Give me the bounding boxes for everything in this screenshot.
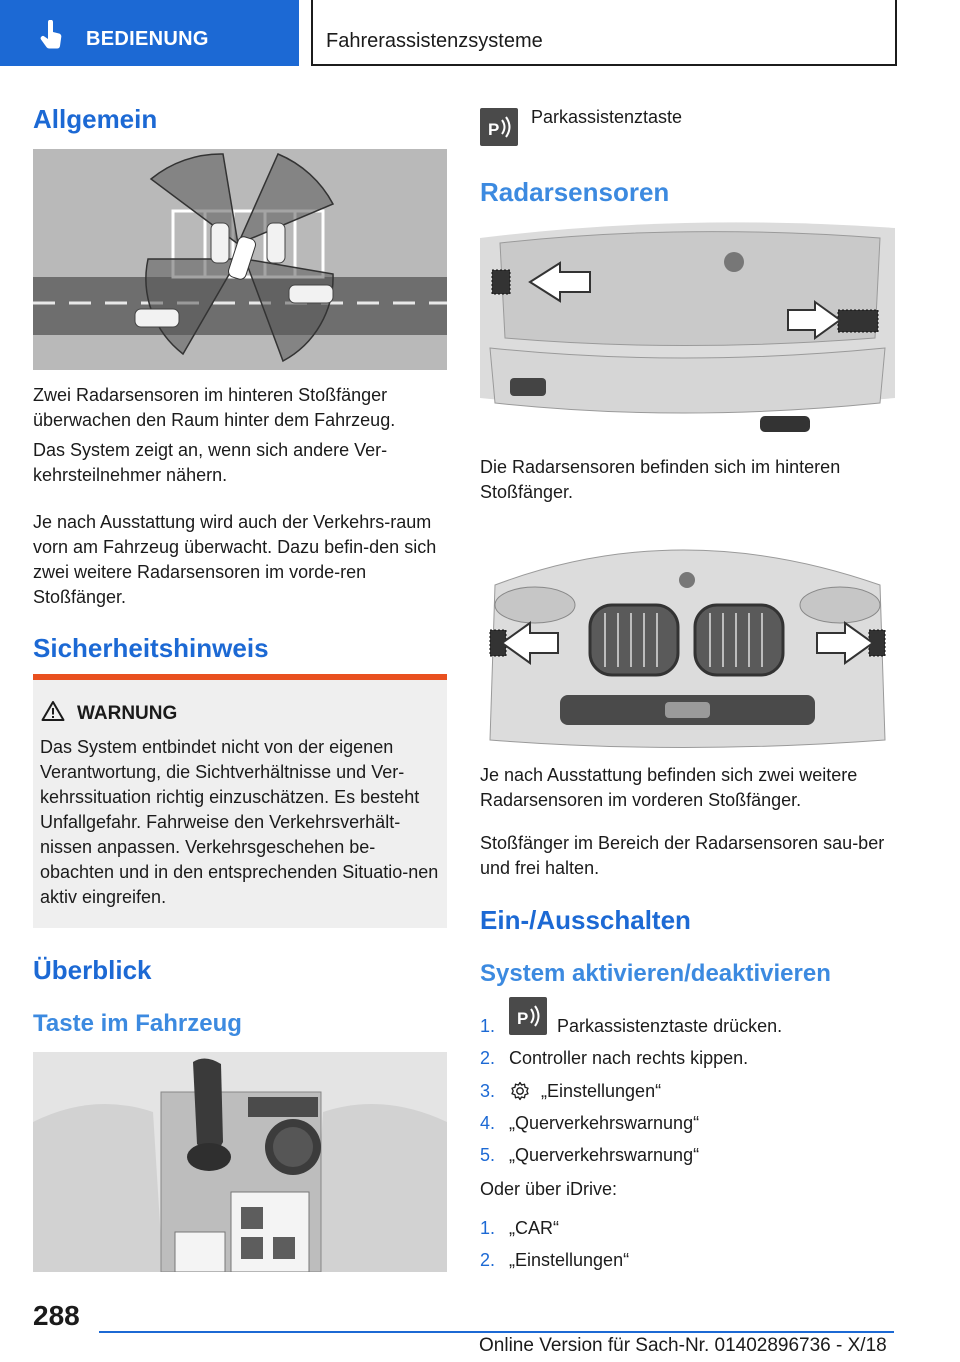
- or-idrive-text: Oder über iDrive:: [480, 1179, 618, 1199]
- step-text: „Einstellungen“: [509, 1250, 630, 1270]
- header-section-label: BEDIENUNG: [86, 28, 209, 50]
- hand-pointer-icon: [38, 20, 66, 50]
- step-text: „Einstellungen“: [541, 1081, 662, 1101]
- center-console-illustration: [33, 1052, 447, 1272]
- park-assist-button-icon: [480, 108, 518, 146]
- paragraph-radar-rear: Zwei Radarsensoren im hinteren Stoßfänger überwachen den Raum hinter dem Fahrzeug.: [33, 385, 396, 430]
- step-text: Parkassistenztaste drücken.: [557, 1016, 783, 1036]
- paragraph-system-shows: Das System zeigt an, wenn sich andere Ver-kehrsteilnehmer nähern.: [33, 440, 388, 485]
- footer-version-text: Online Version für Sach-Nr. 01402896736 - X/18: [479, 1335, 887, 1356]
- step-number: 3.: [480, 1081, 496, 1101]
- heading-sicherheitshinweis: Sicherheitshinweis: [33, 633, 269, 663]
- front-bumper-illustration: [480, 525, 895, 749]
- heading-ein-ausschalten: Ein-/Ausschalten: [480, 905, 691, 935]
- warning-text: Das System entbindet nicht von der eigenen Verantwortung, die Sichtverhältnisse und Ver-kehrssituation richtig einzuschätzen. Es besteht Unfallgefahr. Fahrweise den Verkehrsverhält-nissen anpassen. Verkehrsgeschehen be-obachten und in den entsprechenden Situatio-nen aktiv eingreifen.: [40, 737, 439, 907]
- heading-taste-im-fahrzeug: Taste im Fahrzeug: [33, 1010, 242, 1037]
- step-text: „Querverkehrswarnung“: [509, 1113, 700, 1133]
- warning-title: WARNUNG: [77, 703, 178, 724]
- heading-radarsensoren: Radarsensoren: [480, 177, 670, 207]
- step-number: 1.: [480, 1016, 496, 1036]
- step-number: 5.: [480, 1145, 496, 1165]
- svg-text:P: P: [488, 120, 500, 139]
- page-number: 288: [33, 1300, 80, 1331]
- step-number: 2.: [480, 1048, 496, 1068]
- gear-icon: [509, 1080, 531, 1102]
- paragraph-rear-location: Die Radarsensoren befinden sich im hinteren Stoßfänger.: [480, 457, 841, 502]
- step-number: 2.: [480, 1250, 496, 1270]
- rear-bumper-illustration: [480, 218, 895, 441]
- step-text: „CAR“: [509, 1218, 559, 1238]
- step-text: Controller nach rechts kippen.: [509, 1048, 749, 1068]
- heading-ueberblick: Überblick: [33, 955, 152, 985]
- heading-system-aktivieren: System aktivieren/deaktivieren: [480, 960, 831, 987]
- heading-allgemein: Allgemein: [33, 104, 158, 134]
- header-chapter-title: Fahrerassistenzsysteme: [326, 30, 543, 52]
- park-assist-button-caption: Parkassistenztaste: [531, 107, 683, 127]
- warning-triangle-icon: [41, 700, 65, 722]
- step-number: 1.: [480, 1218, 496, 1238]
- step-number: 4.: [480, 1113, 496, 1133]
- svg-text:P: P: [517, 1009, 529, 1028]
- paragraph-front-location: Je nach Ausstattung befinden sich zwei weitere Radarsensoren im vorderen Stoßfänger.: [480, 765, 858, 810]
- footer-divider: [99, 1331, 894, 1333]
- paragraph-front-sensors: Je nach Ausstattung wird auch der Verkehrs-raum vorn am Fahrzeug überwacht. Dazu befin-den sich zwei weitere Radarsensoren im vorde-ren Stoßfänger.: [33, 512, 437, 607]
- step-text: „Querverkehrswarnung“: [509, 1145, 700, 1165]
- parking-illustration: [33, 149, 447, 370]
- paragraph-keep-clean: Stoßfänger im Bereich der Radarsensoren sau-ber und frei halten.: [480, 833, 885, 878]
- park-assist-button-icon: [509, 997, 547, 1035]
